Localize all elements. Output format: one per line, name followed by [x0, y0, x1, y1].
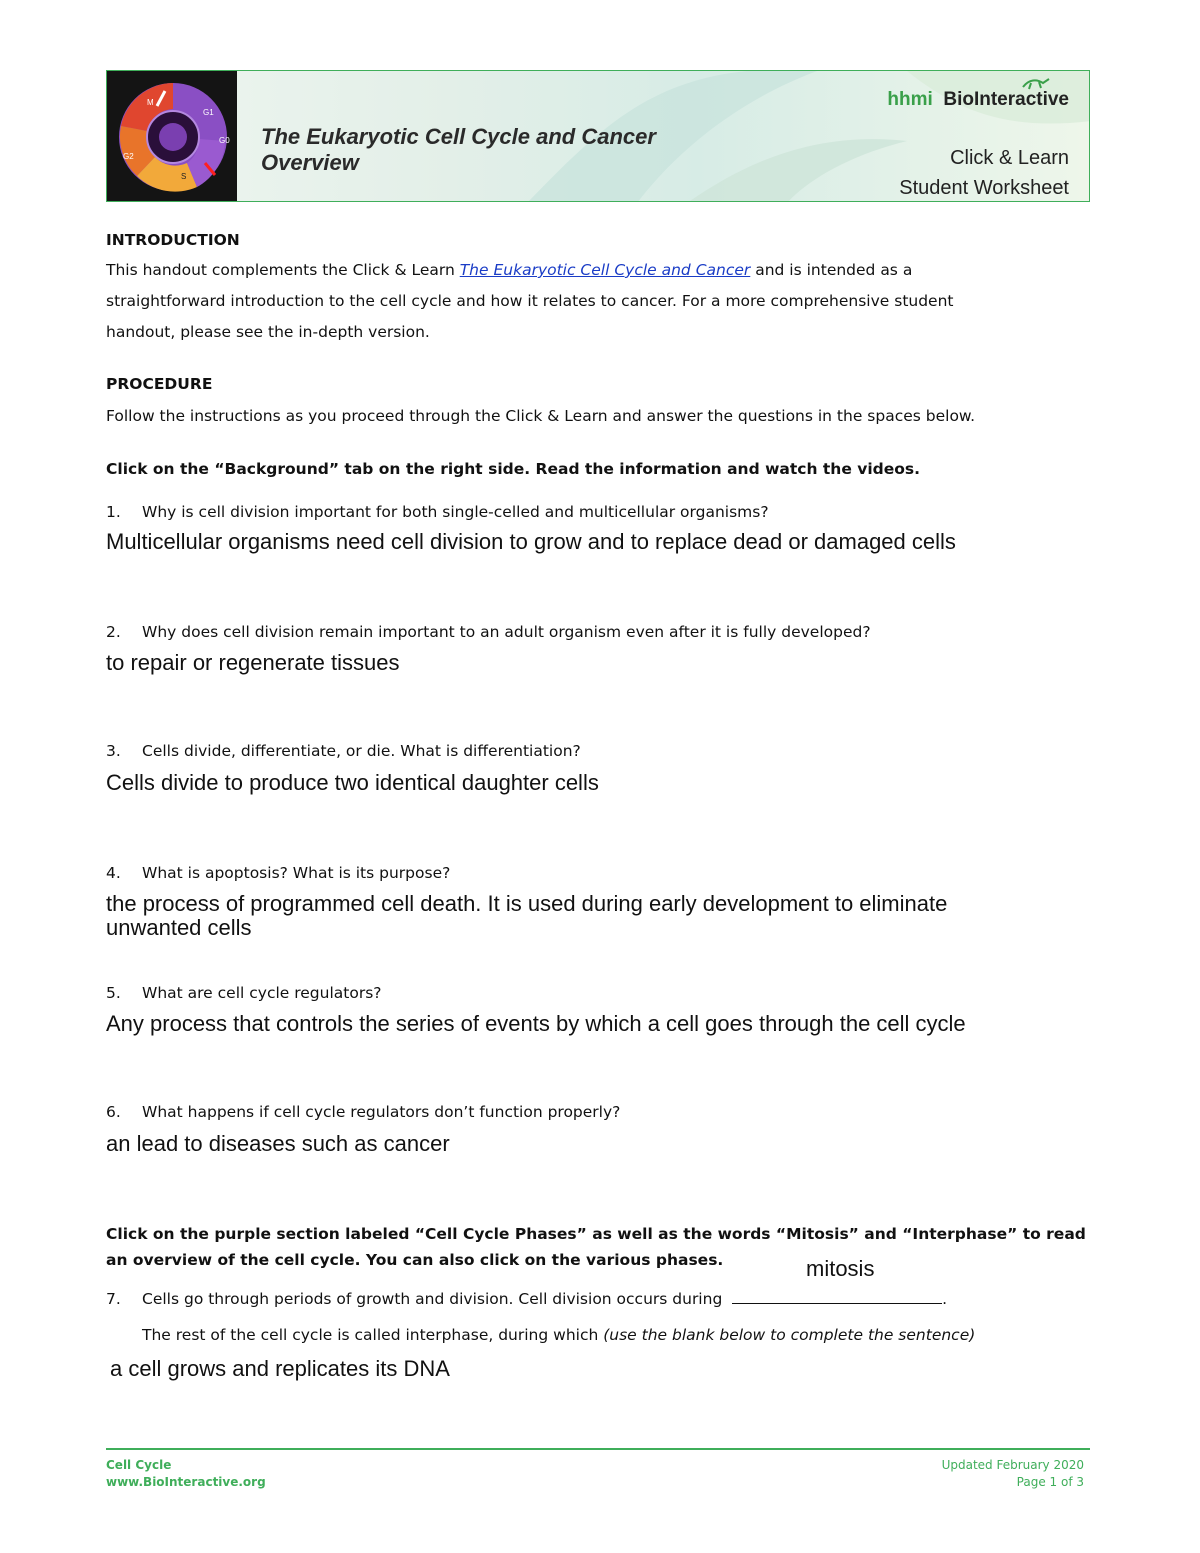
question-text: What is apoptosis? What is its purpose?: [142, 864, 451, 882]
answer-4[interactable]: [106, 891, 947, 939]
continuation-text: The rest of the cell cycle is called interphase, during which: [142, 1326, 604, 1344]
question-number: 6.: [106, 1103, 121, 1121]
answer-5[interactable]: Any process that controls the series of events by which a cell goes through the cell cycle: [106, 1011, 966, 1036]
phases-instruction-line-2: an overview of the cell cycle. You can also click on the various phases.: [106, 1251, 724, 1269]
question-number: 1.: [106, 503, 121, 521]
title-line-2: Overview: [261, 150, 359, 175]
phase-label-g2: G2: [123, 152, 134, 161]
phase-label-g1: G1: [203, 108, 214, 117]
question-5: [106, 984, 382, 1002]
answer-1[interactable]: Multicellular organisms need cell division to grow and to replace dead or damaged cells: [106, 529, 956, 554]
question-number: 4.: [106, 864, 121, 882]
question-2: [106, 623, 871, 641]
introduction-line-1: [106, 261, 912, 279]
introduction-heading: INTRODUCTION: [106, 231, 240, 249]
question-text: Cells divide, differentiate, or die. What is differentiation?: [142, 742, 581, 760]
intro-text-after: and is intended as a: [750, 261, 913, 279]
title-line-1: The Eukaryotic Cell Cycle and Cancer: [261, 124, 656, 149]
lizard-icon: [1021, 75, 1051, 91]
click-and-learn-link[interactable]: The Eukaryotic Cell Cycle and Cancer: [459, 261, 751, 279]
worksheet-type-line-2: Student Worksheet: [899, 177, 1069, 199]
question-number: 3.: [106, 742, 121, 760]
intro-text-before: This handout complements the Click & Learn: [106, 261, 460, 279]
footer-updated: Updated February 2020: [941, 1458, 1084, 1472]
question-text: Why is cell division important for both single-celled and multicellular organisms?: [142, 503, 769, 521]
answer-3[interactable]: Cells divide to produce two identical daughter cells: [106, 770, 599, 795]
question-7-continuation: [142, 1326, 975, 1344]
question-6: [106, 1103, 620, 1121]
question-3: [106, 742, 581, 760]
introduction-line-3: handout, please see the in-depth version.: [106, 323, 430, 341]
biointeractive-logo-text: BioInteractive: [943, 89, 1069, 110]
background-instruction: Click on the “Background” tab on the right side. Read the information and watch the videos.: [106, 460, 921, 478]
question-text: What are cell cycle regulators?: [142, 984, 382, 1002]
introduction-line-2: straightforward introduction to the cell cycle and how it relates to cancer. For a more comprehensive student: [106, 292, 954, 310]
footer-left: [106, 1457, 266, 1491]
question-1: [106, 503, 769, 521]
answer-2[interactable]: to repair or regenerate tissues: [106, 650, 400, 675]
question-4: [106, 864, 450, 882]
procedure-heading: PROCEDURE: [106, 375, 213, 393]
footer-website: www.BioInteractive.org: [106, 1475, 266, 1489]
answer-7-blank[interactable]: mitosis: [806, 1256, 875, 1281]
footer-page-number: Page 1 of 3: [1016, 1475, 1084, 1489]
worksheet-type-line-1: Click & Learn: [950, 147, 1069, 169]
answer-4-line-2: unwanted cells: [106, 915, 252, 940]
hhmi-logo-text: hhmi: [887, 89, 933, 110]
phase-label-g0: G0: [219, 136, 230, 145]
question-text: Cells go through periods of growth and division. Cell division occurs during: [142, 1290, 723, 1308]
continuation-hint: (use the blank below to complete the sentence): [603, 1326, 976, 1344]
question-end: .: [942, 1290, 948, 1308]
procedure-text: Follow the instructions as you proceed through the Click & Learn and answer the questions in the spaces below.: [106, 407, 976, 425]
question-number: 7.: [106, 1290, 121, 1308]
hhmi-brand: [887, 89, 1069, 111]
phases-instruction-line-1: Click on the purple section labeled “Cell Cycle Phases” as well as the words “Mitosis” and “Interphase” to read: [106, 1225, 1086, 1243]
phase-label-m: M: [147, 98, 154, 107]
phase-label-s: S: [181, 172, 187, 181]
question-text: What happens if cell cycle regulators don’t function properly?: [142, 1103, 621, 1121]
fill-in-blank-line: [732, 1289, 942, 1304]
footer-subject: Cell Cycle: [106, 1458, 172, 1472]
footer-right: [942, 1457, 1084, 1491]
worksheet-type: [899, 143, 1069, 202]
cell-cycle-wheel-icon: [107, 71, 237, 201]
answer-6[interactable]: an lead to diseases such as cancer: [106, 1131, 450, 1156]
cell-cycle-logo: [107, 71, 237, 201]
footer-divider: [106, 1448, 1090, 1450]
question-7: [106, 1289, 947, 1308]
question-number: 5.: [106, 984, 121, 1002]
answer-7[interactable]: a cell grows and replicates its DNA: [110, 1356, 450, 1381]
document-title: [261, 124, 656, 176]
question-text: Why does cell division remain important to an adult organism even after it is fully developed?: [142, 623, 871, 641]
question-number: 2.: [106, 623, 121, 641]
header-banner: [106, 70, 1090, 202]
answer-4-line-1: the process of programmed cell death. It is used during early development to eliminate: [106, 891, 948, 916]
